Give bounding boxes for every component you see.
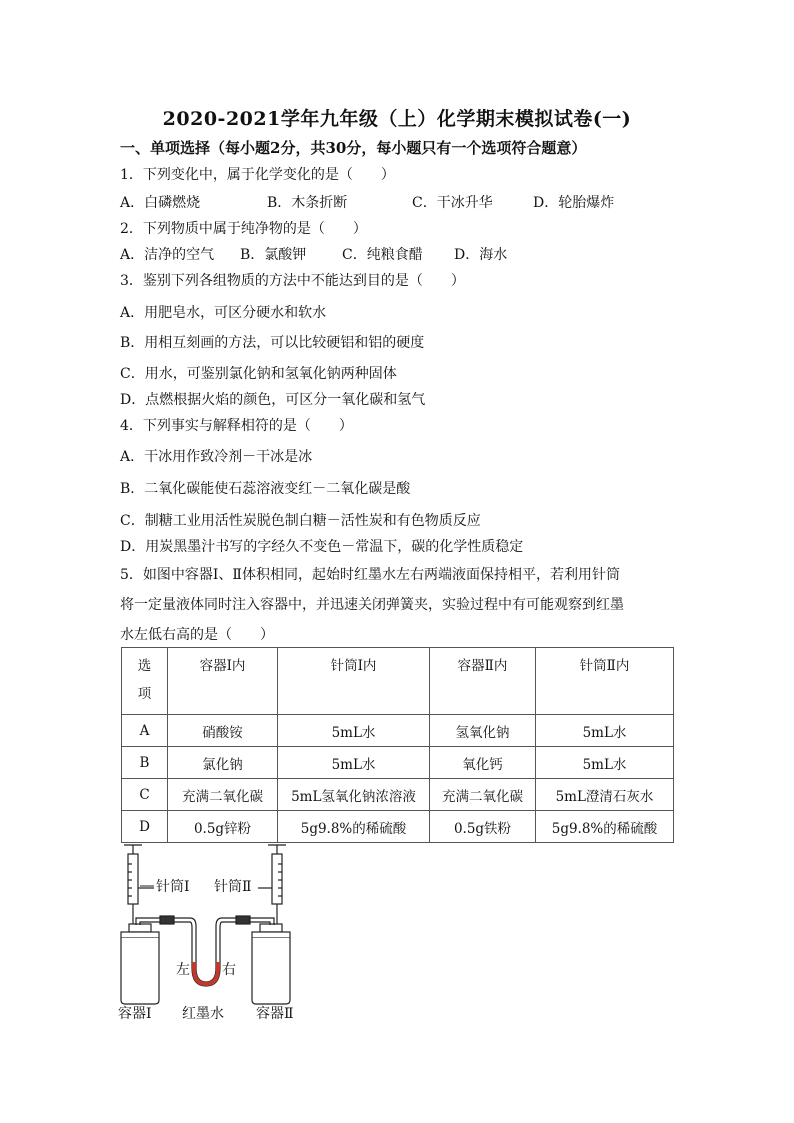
q5-stem-line-1: 5．如图中容器Ⅰ、Ⅱ体积相同，起始时红墨水左右两端液面保持相平，若利用针筒 [120,567,620,583]
q2-option-a[interactable]: A．洁净的空气 [120,247,215,263]
label-syringe-1: 针筒Ⅰ [156,879,190,895]
header-cell-option [122,648,168,715]
table-row[interactable] [122,715,674,747]
table-row[interactable] [122,779,674,811]
q2-option-b[interactable]: B．氯酸钾 [240,247,307,263]
q3-stem: 3．鉴别下列各组物质的方法中不能达到目的是（ ） [120,273,465,289]
table-cell: 5mL氢氧化钠浓溶液 [278,779,430,811]
label-container-2: 容器Ⅱ [256,1006,294,1022]
table-cell: 氢氧化钠 [430,715,536,747]
syringe-2-drawing [258,845,286,925]
table-cell: 充满二氧化碳 [168,779,278,811]
table-cell: 5mL澄清石灰水 [536,779,674,811]
label-red-ink: 红墨水 [182,1006,224,1022]
q3-option-a[interactable]: A．用肥皂水，可区分硬水和软水 [120,305,327,321]
q3-option-b[interactable]: B．用相互刻画的方法，可以比较硬铝和铝的硬度 [120,335,425,351]
q4-option-b[interactable]: B．二氧化碳能使石蕊溶液变红－二氧化碳是酸 [120,481,411,497]
table-cell: B [122,747,168,779]
header-option-char-2: 项 [137,686,152,702]
table-header-row [122,648,674,715]
q2-stem: 2．下列物质中属于纯净物的是（ ） [120,221,367,237]
header-cell: 容器Ⅱ内 [430,648,536,715]
q4-option-a[interactable]: A．干冰用作致冷剂－干冰是冰 [120,449,313,465]
table-cell: 5mL水 [536,715,674,747]
section-heading: 一、单项选择（每小题2分，共30分，每小题只有一个选项符合题意） [120,139,587,157]
q4-option-c[interactable]: C．制糖工业用活性炭脱色制白糖－活性炭和有色物质反应 [120,513,481,529]
header-cell: 容器Ⅰ内 [168,648,278,715]
label-right: 右 [222,962,236,978]
q4-stem: 4．下列事实与解释相符的是（ ） [120,418,353,434]
table-cell: 氯化钠 [168,747,278,779]
page-title: 2020-2021学年九年级（上）化学期末模拟试卷(一) [162,108,632,130]
table-cell: 5mL水 [278,747,430,779]
q1-stem: 1．下列变化中，属于化学变化的是（ ） [120,167,395,183]
q3-option-d[interactable]: D．点燃根据火焰的颜色，可区分一氧化碳和氢气 [120,392,426,408]
q1-option-c[interactable]: C．干冰升华 [412,195,493,211]
table-cell: 5g9.8%的稀硫酸 [278,811,430,843]
table-cell: 5mL水 [536,747,674,779]
table-cell: D [122,811,168,843]
q5-options-table [121,647,674,843]
table-cell: 充满二氧化碳 [430,779,536,811]
table-row[interactable] [122,747,674,779]
header-cell: 针筒Ⅱ内 [536,648,674,715]
container-1-drawing [121,924,159,1004]
header-option-char-1: 选 [137,658,152,674]
apparatus-figure [112,838,312,1028]
container-2-drawing [252,924,290,1004]
q1-option-b[interactable]: B．木条折断 [267,195,348,211]
table-cell: 0.5g锌粉 [168,811,278,843]
q4-option-d[interactable]: D．用炭黑墨汁书写的字经久不变色－常温下，碳的化学性质稳定 [120,539,524,555]
table-cell: 5mL水 [278,715,430,747]
q2-option-d[interactable]: D．海水 [454,247,508,263]
q3-option-c[interactable]: C．用水，可鉴别氯化钠和氢氧化钠两种固体 [120,366,397,382]
syringe-1-drawing [124,845,154,925]
table-cell: 氧化钙 [430,747,536,779]
label-left: 左 [176,962,190,978]
table-cell: 硝酸铵 [168,715,278,747]
table-cell: 5g9.8%的稀硫酸 [536,811,674,843]
table-cell: 0.5g铁粉 [430,811,536,843]
label-syringe-2: 针筒Ⅱ [214,879,252,895]
table-cell: C [122,779,168,811]
table-cell: A [122,715,168,747]
q1-option-a[interactable]: A．白磷燃烧 [120,195,201,211]
label-container-1: 容器Ⅰ [118,1006,152,1022]
q2-option-c[interactable]: C．纯粮食醋 [342,247,423,263]
header-cell: 针筒Ⅰ内 [278,648,430,715]
q1-option-d[interactable]: D．轮胎爆炸 [533,195,615,211]
q5-stem-line-3: 水左低右高的是（ ） [120,627,274,643]
q5-stem-line-2: 将一定量液体同时注入容器中，并迅速关闭弹簧夹，实验过程中有可能观察到红墨 [120,597,624,613]
